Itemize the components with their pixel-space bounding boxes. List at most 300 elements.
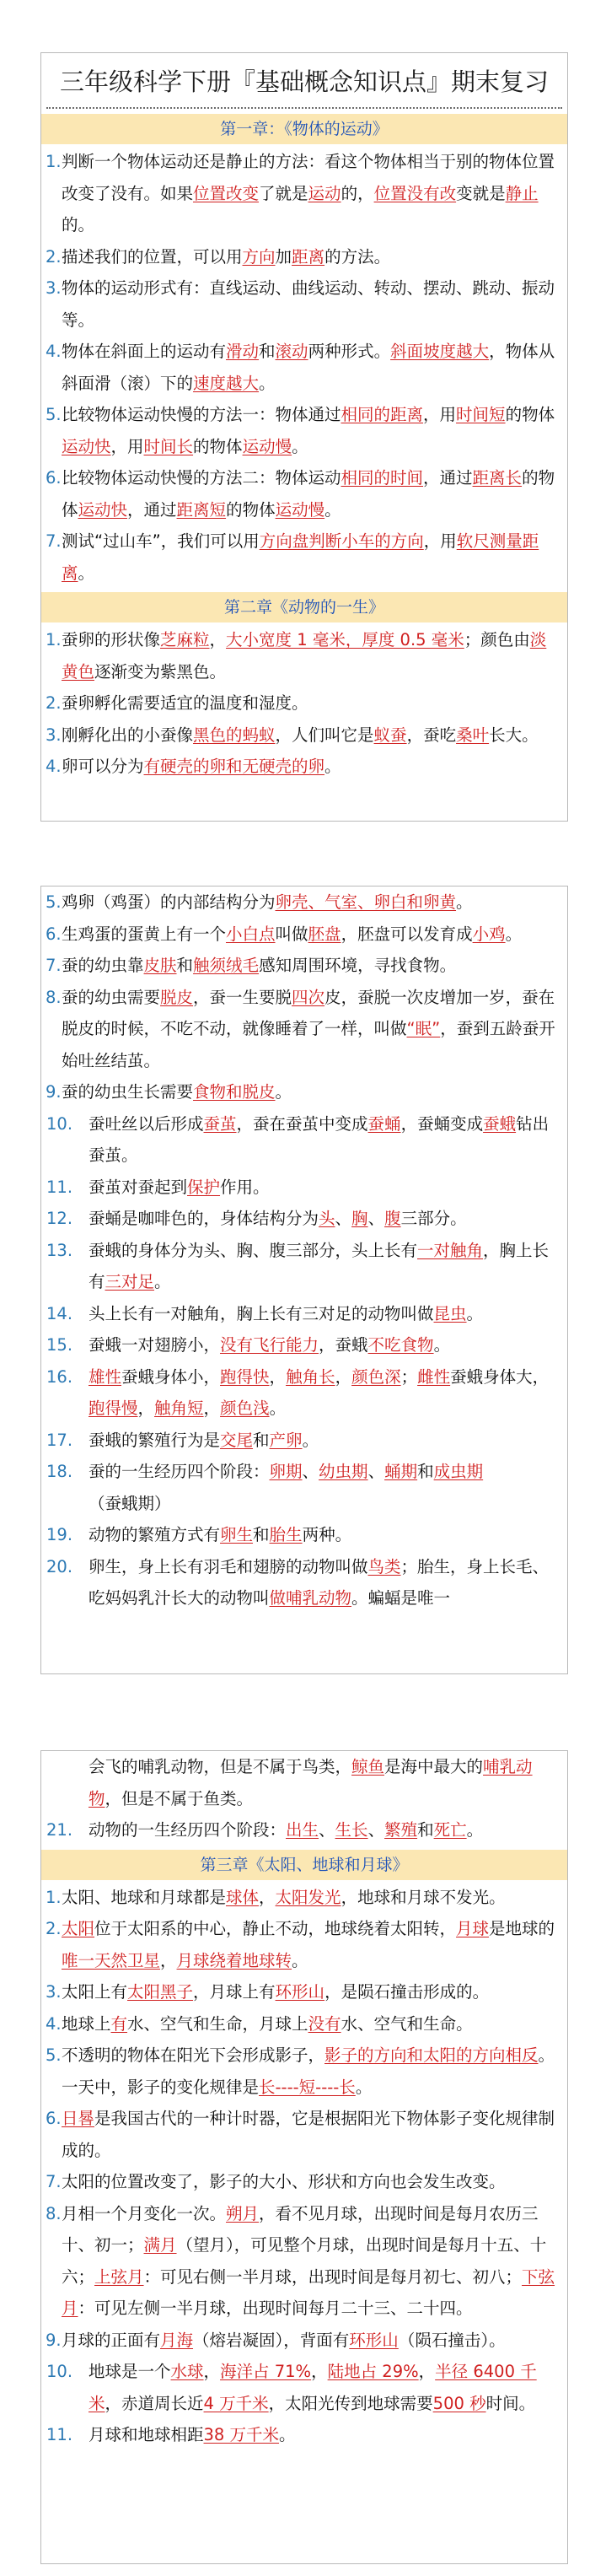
key-term: 4 万千米 — [203, 2393, 269, 2413]
knowledge-item — [41, 462, 567, 525]
item-text: 太阳、地球和月球都是 — [62, 1887, 227, 1907]
item-text: 叫做 — [275, 924, 308, 944]
key-term: 幼虫期 — [319, 1462, 368, 1481]
item-text: 蚕的幼虫靠 — [62, 956, 144, 975]
item-text: ， — [203, 2362, 221, 2381]
item-text: 水、空气和生命，月球上 — [127, 2013, 308, 2034]
key-term: 运动慢 — [275, 499, 325, 520]
key-term: 芝麻粒 — [160, 630, 210, 649]
panel-page-3 — [40, 1750, 568, 2564]
item-text: ：可见右侧一半月球，出现时间是每月初七、初八； — [143, 2266, 523, 2287]
key-term: 食物和脱皮 — [193, 1082, 276, 1102]
item-number: 3. — [46, 725, 62, 745]
item-number: 7. — [46, 531, 62, 551]
item-text: 蚕的幼虫生长需要 — [62, 1082, 194, 1102]
key-term: 黑色的蚂蚁 — [193, 725, 276, 745]
knowledge-item — [41, 1298, 567, 1330]
item-number: 12. — [46, 1209, 73, 1228]
item-text: 钻出蚕茧。 — [88, 1113, 550, 1165]
item-number: 1. — [46, 630, 62, 649]
key-term: 滑动 — [226, 342, 260, 361]
item-text: 的， — [341, 183, 374, 203]
item-text: 蚕的一生经历四个阶段： — [88, 1462, 270, 1481]
panel-page-2 — [40, 886, 568, 1674]
item-text: ，是陨石撞击形成的。 — [324, 1982, 490, 2002]
key-term: 长----短----长 — [259, 2077, 356, 2097]
knowledge-item — [41, 1425, 567, 1457]
knowledge-item — [41, 2166, 567, 2198]
key-term: 500 秒 — [432, 2393, 486, 2413]
key-term: 位置没有改 — [373, 183, 457, 203]
item-text: 时间。 — [485, 2393, 536, 2413]
item-text: ，胸上长有 — [88, 1240, 550, 1291]
key-term: 水球 — [170, 2362, 204, 2381]
chapter-heading: 第一章：《物体的运动》 — [41, 114, 567, 144]
key-term: 时间长 — [143, 436, 194, 456]
item-text: 的。 — [62, 215, 95, 234]
item-text: 蚕的幼虫需要 — [62, 987, 161, 1007]
item-text: 不透明的物体在阳光下会形成影子， — [62, 2045, 325, 2065]
item-text: 水、空气和生命。 — [341, 2013, 473, 2034]
knowledge-item — [41, 950, 567, 982]
item-text: 太阳上有 — [62, 1982, 128, 2002]
knowledge-item — [41, 887, 567, 919]
key-term: 大小宽度 1 毫米，厚度 0.5 毫米 — [226, 630, 464, 649]
item-text: 。 — [466, 1303, 484, 1323]
key-term: 胚盘 — [308, 924, 341, 944]
item-number: 7. — [46, 956, 62, 975]
key-term: 速度越大 — [193, 373, 260, 393]
key-term: 四次 — [292, 987, 325, 1007]
item-text: ； — [400, 1366, 418, 1387]
key-term: 距离长 — [472, 468, 523, 488]
key-term: 半径 6400 千米 — [88, 2362, 537, 2413]
knowledge-item — [41, 982, 567, 1077]
knowledge-item — [41, 1551, 567, 1614]
key-term: 位置改变 — [193, 183, 260, 203]
item-text: 判断一个物体运动还是静止的方法：看这个物体相当于别的物体位置改变了没有。如果 — [62, 152, 555, 203]
item-text: 了就是 — [259, 183, 308, 203]
item-text: 。 — [505, 924, 523, 944]
item-text: 的物体 — [193, 436, 243, 456]
key-term: 陆地占 29% — [327, 2362, 419, 2381]
page-title: 三年级科学下册『基础概念知识点』期末复习 — [46, 53, 562, 109]
item-text: ，蚕到五龄蚕开始吐丝结茧。 — [62, 1019, 555, 1070]
key-term: 软尺测量距离 — [62, 531, 539, 583]
item-text: 。 — [154, 1272, 171, 1291]
key-term: 成虫期 — [433, 1462, 484, 1481]
item-number: 11. — [46, 1177, 73, 1197]
item-number: 17. — [46, 1430, 73, 1450]
item-text: 。 — [269, 1398, 287, 1418]
key-term: 有硬壳的卵和无硬壳的卵 — [143, 757, 325, 776]
item-text: 皮，蚕脱一次皮增加一岁，蚕在脱皮的时候，不吃不动，就像睡着了一样，叫做 — [62, 987, 555, 1038]
key-term: 雄性 — [88, 1366, 122, 1387]
key-term: 头 — [319, 1209, 335, 1228]
item-text: 和 — [253, 1525, 270, 1544]
key-term: 蚕蛾 — [483, 1113, 517, 1134]
item-text: ， — [259, 1887, 276, 1907]
item-text: 和 — [417, 1820, 434, 1840]
panel-3-content — [41, 1751, 567, 2451]
item-number: 10. — [46, 2362, 73, 2381]
item-text: 卵生，身上长有羽毛和翅膀的动物叫做 — [88, 1556, 368, 1576]
key-term: 桑叶 — [456, 725, 490, 745]
item-text: ， — [335, 1366, 352, 1387]
item-text: 、 — [302, 1462, 319, 1481]
item-text: ， — [269, 1366, 287, 1387]
item-text: ；胎生，身上长毛、吃妈妈乳汁长大的动物叫 — [88, 1556, 550, 1608]
item-text: 地球上 — [62, 2013, 111, 2034]
item-text: 。 — [324, 499, 341, 520]
item-number: 1. — [46, 1887, 62, 1907]
item-number: 6. — [46, 468, 62, 488]
item-text: 蚕卵孵化需要适宜的温度和湿度。 — [62, 693, 308, 713]
knowledge-item — [41, 399, 567, 462]
knowledge-item — [41, 919, 567, 951]
item-text: ， — [311, 2362, 328, 2381]
knowledge-item — [41, 1329, 567, 1361]
key-term: 满月 — [143, 2235, 177, 2255]
knowledge-item — [41, 1519, 567, 1551]
key-term: 触角长 — [286, 1366, 335, 1387]
item-text: 。 — [466, 1820, 484, 1840]
key-term: 下弦月 — [62, 2266, 555, 2318]
item-text: 变就是 — [456, 183, 506, 203]
item-text: 。 — [292, 1950, 308, 1970]
item-text: 加 — [275, 246, 292, 267]
item-number: 15. — [46, 1335, 73, 1355]
knowledge-item — [41, 272, 567, 336]
item-text: ，通过 — [127, 499, 177, 520]
key-term: 太阳 — [62, 1919, 95, 1938]
item-number: 4. — [46, 2013, 62, 2034]
item-text: ，蚕吃 — [406, 725, 457, 745]
key-term: 做哺乳动物 — [269, 1588, 352, 1608]
item-text: ， — [203, 1398, 221, 1418]
knowledge-item — [41, 1913, 567, 1976]
item-text: 比较物体运动快慢的方法二：物体运动 — [62, 468, 341, 488]
panel-page-1 — [40, 52, 568, 822]
key-term: 斜面坡度越大 — [390, 342, 490, 361]
knowledge-item — [41, 1456, 567, 1519]
key-term: 不吃食物 — [367, 1335, 434, 1355]
item-text: ， — [160, 1950, 177, 1970]
knowledge-item — [41, 751, 567, 783]
item-text: 两种形式。 — [308, 342, 391, 361]
key-term: 死亡 — [433, 1820, 467, 1840]
item-number: 9. — [46, 2330, 62, 2350]
key-term: 影子的方向和太阳的方向相反 — [324, 2045, 539, 2065]
item-number: 5. — [46, 405, 62, 424]
key-term: 跑得慢 — [88, 1398, 138, 1418]
item-text: 三部分。 — [400, 1209, 467, 1228]
key-term: 运动慢 — [242, 436, 292, 456]
chapter-heading: 第三章《太阳、地球和月球》 — [41, 1850, 567, 1880]
knowledge-item — [41, 1172, 567, 1204]
item-text: 蚕蛾的身体分为头、胸、腹三部分，头上长有 — [88, 1240, 418, 1260]
key-term: 滚动 — [275, 342, 308, 361]
item-text: 和 — [176, 956, 194, 975]
key-term: 颜色浅 — [220, 1398, 270, 1418]
key-term: 昆虫 — [433, 1303, 467, 1323]
knowledge-item — [41, 336, 567, 399]
item-text: ，通过 — [423, 468, 473, 488]
item-text: 。 — [456, 892, 473, 912]
item-text: ；颜色由 — [464, 630, 530, 649]
item-text: ，用 — [423, 405, 457, 424]
item-text: 月相一个月变化一次。 — [62, 2203, 227, 2223]
item-text: 月球的正面有 — [62, 2330, 161, 2350]
item-text: 。一天中，影子的变化规律是 — [62, 2045, 555, 2097]
item-text: 。 — [324, 757, 341, 776]
key-term: 鸟类 — [367, 1556, 401, 1576]
knowledge-item — [41, 1882, 567, 1914]
item-text: 、 — [367, 1462, 385, 1481]
item-text: 地球是一个 — [88, 2362, 171, 2381]
key-term: 月球 — [456, 1919, 490, 1938]
item-text: ，蚕蛾 — [319, 1335, 368, 1355]
item-number: 16. — [46, 1366, 73, 1387]
knowledge-item — [41, 2325, 567, 2357]
knowledge-item — [41, 624, 567, 687]
item-text: 是地球的 — [489, 1919, 555, 1938]
knowledge-item — [41, 719, 567, 752]
item-number: 10. — [46, 1113, 73, 1134]
item-number: 18. — [46, 1462, 73, 1481]
knowledge-item — [41, 2198, 567, 2325]
item-text: 。 — [302, 1430, 319, 1450]
item-text: 感知周围环境，寻找食物。 — [259, 956, 457, 975]
key-term: 静止 — [505, 183, 539, 203]
item-text: 蚕蛾一对翅膀小， — [88, 1335, 221, 1355]
item-number: 5. — [46, 2045, 62, 2065]
item-text: 蚕卵的形状像 — [62, 630, 161, 649]
key-term: 一对触角 — [417, 1240, 484, 1260]
item-text: ，人们叫它是 — [275, 725, 374, 745]
key-term: 出生 — [286, 1820, 319, 1840]
key-term: 蛹期 — [384, 1462, 418, 1481]
item-number: 2. — [46, 1919, 62, 1938]
key-term: 卵壳、气室、卵白和卵黄 — [275, 892, 457, 912]
item-text: ，用 — [423, 531, 457, 551]
item-text: 月球和地球相距 — [88, 2425, 204, 2444]
item-number: 19. — [46, 1525, 73, 1544]
item-text: 测试“过山车”，我们可以用 — [62, 531, 260, 551]
key-term: 海洋占 71% — [220, 2362, 312, 2381]
key-term: 环形山 — [349, 2330, 399, 2350]
item-text: ，用 — [110, 436, 144, 456]
item-text: 和 — [417, 1462, 434, 1481]
item-text: 动物的繁殖方式有 — [88, 1525, 221, 1544]
item-text: 卵可以分为 — [62, 757, 144, 776]
item-text: ，看不见月球，出现时间是每月农历三十、初一； — [62, 2203, 539, 2255]
key-term: 胸 — [351, 1209, 368, 1228]
knowledge-item — [41, 1361, 567, 1425]
item-text: （望月），可见整个月球，出现时间是每月十五、十六； — [62, 2235, 547, 2287]
knowledge-item — [41, 687, 567, 719]
item-text: 。 — [78, 563, 95, 583]
item-text: 刚孵化出的小蚕像 — [62, 725, 194, 745]
item-text: ， — [418, 2362, 436, 2381]
item-text: 长大。 — [489, 725, 539, 745]
item-text: （蚕蛾期） — [88, 1493, 171, 1513]
key-term: 月球绕着地球转 — [176, 1950, 292, 1970]
item-text: 。 — [355, 2077, 373, 2097]
item-text: 蚕茧对蚕起到 — [88, 1177, 188, 1197]
item-text: 。 — [292, 436, 308, 456]
knowledge-item — [41, 1235, 567, 1298]
key-term: 相同的距离 — [341, 405, 424, 424]
item-text: 的物体 — [505, 405, 555, 424]
key-term: 方向盘判断小车的方向 — [259, 531, 424, 551]
knowledge-item — [41, 525, 567, 589]
key-term: 产卵 — [269, 1430, 303, 1450]
key-term: 保护 — [187, 1177, 221, 1197]
key-term: 球体 — [226, 1887, 260, 1907]
key-term: 运动 — [308, 183, 341, 203]
key-term: 日晷 — [62, 2109, 95, 2128]
item-text: 。 — [279, 2425, 296, 2444]
item-text: 蚕蛾身体小， — [121, 1366, 221, 1387]
item-text: （陨石撞击）。 — [398, 2330, 506, 2350]
item-number: 4. — [46, 342, 62, 361]
item-text: 、 — [319, 1820, 335, 1840]
key-term: 跑得快 — [220, 1366, 270, 1387]
knowledge-item — [41, 2419, 567, 2451]
key-term: 没有飞行能力 — [220, 1335, 319, 1355]
item-text: 位于太阳系的中心，静止不动，地球绕着太阳转， — [94, 1919, 457, 1938]
knowledge-item — [41, 1203, 567, 1235]
item-text: 蚕蛾的繁殖行为是 — [88, 1430, 221, 1450]
key-term: 胎生 — [269, 1525, 303, 1544]
key-term: 方向 — [242, 246, 276, 267]
panel-2-content — [41, 887, 567, 1614]
item-text: 、 — [367, 1209, 385, 1228]
key-term: 朔月 — [226, 2203, 260, 2223]
item-text: 物体的运动形式有：直线运动、曲线运动、转动、摆动、跳动、振动等。 — [62, 278, 555, 330]
key-term: “眠” — [406, 1019, 441, 1038]
knowledge-item — [41, 2040, 567, 2103]
key-term: 交尾 — [220, 1430, 254, 1450]
item-number: 6. — [46, 924, 62, 944]
key-term: 小鸡 — [472, 924, 506, 944]
key-term: 卵期 — [269, 1462, 303, 1481]
knowledge-item — [41, 2103, 567, 2166]
item-text: ，太阳光传到地球需要 — [268, 2393, 433, 2413]
key-term: 淡黄色 — [62, 630, 547, 682]
item-text: 蚕吐丝以后形成 — [88, 1113, 204, 1134]
item-text: 物体在斜面上的运动有 — [62, 342, 227, 361]
key-term: 雌性 — [417, 1366, 451, 1387]
key-term: 蚕茧 — [203, 1113, 237, 1134]
knowledge-item — [41, 1076, 567, 1108]
item-text: 描述我们的位置，可以用 — [62, 246, 243, 267]
item-text: ， — [137, 1398, 155, 1418]
key-term: 运动快 — [78, 499, 128, 520]
item-text: ，月球上有 — [193, 1982, 276, 2002]
key-term: 三对足 — [105, 1272, 155, 1291]
key-term: 环形山 — [275, 1982, 325, 2002]
key-term: 颜色深 — [351, 1366, 401, 1387]
item-text: （熔岩凝固），背面有 — [193, 2330, 350, 2350]
key-term: 生长 — [335, 1820, 368, 1840]
item-text: 逐渐变为紫黑色。 — [94, 661, 227, 682]
item-text: 生鸡蛋的蛋黄上有一个 — [62, 924, 227, 944]
item-number: 2. — [46, 246, 62, 267]
key-term: 蚁蚕 — [373, 725, 407, 745]
key-term: 上弦月 — [94, 2266, 144, 2287]
item-number: 1. — [46, 152, 62, 171]
key-term: 38 万千米 — [203, 2425, 280, 2444]
key-term: 脱皮 — [160, 987, 194, 1007]
key-term: 哺乳动物 — [88, 1757, 533, 1808]
item-number: 11. — [46, 2425, 73, 2444]
key-term: 腹 — [384, 1209, 401, 1228]
knowledge-item — [41, 1814, 567, 1846]
item-text: 太阳的位置改变了，影子的大小、形状和方向也会发生改变。 — [62, 2172, 506, 2191]
item-number: 8. — [46, 987, 62, 1007]
item-text: ，赤道周长近 — [105, 2393, 204, 2413]
item-number: 6. — [46, 2109, 62, 2128]
item-text: ，蚕在蚕茧中变成 — [236, 1113, 368, 1134]
panel-1-content — [41, 114, 567, 783]
item-text: 作用。 — [220, 1177, 270, 1197]
knowledge-item — [41, 146, 567, 241]
item-text: 、 — [367, 1820, 385, 1840]
knowledge-item — [41, 1751, 567, 1814]
item-text: 比较物体运动快慢的方法一：物体通过 — [62, 405, 341, 424]
item-text: 的物体 — [226, 499, 276, 520]
key-term: 运动快 — [62, 436, 111, 456]
item-text: 的方法。 — [324, 246, 391, 267]
key-term: 触须绒毛 — [193, 956, 260, 975]
item-text: 会飞的哺乳动物，但是不属于鸟类， — [88, 1757, 352, 1776]
key-term: 皮肤 — [143, 956, 177, 975]
item-number: 7. — [46, 2172, 62, 2191]
item-text: 。 — [433, 1335, 451, 1355]
item-text: ， — [209, 630, 227, 649]
key-term: 蚕蛹 — [367, 1113, 401, 1134]
key-term: 时间短 — [456, 405, 506, 424]
item-text: 的物体 — [62, 468, 555, 520]
item-text: 是我国古代的一种计时器，它是根据阳光下物体影子变化规律制成的。 — [62, 2109, 555, 2160]
item-text: ，胚盘可以发育成 — [341, 924, 473, 944]
knowledge-item — [41, 1976, 567, 2008]
key-term: 繁殖 — [384, 1820, 418, 1840]
item-number: 13. — [46, 1240, 73, 1260]
item-text: ：可见左侧一半月球，出现时间每月二十三、二十四。 — [78, 2298, 473, 2318]
item-number: 9. — [46, 1082, 62, 1102]
item-number: 20. — [46, 1556, 73, 1576]
key-term: 小白点 — [226, 924, 276, 944]
key-term: 距离短 — [176, 499, 227, 520]
item-text: 动物的一生经历四个阶段： — [88, 1820, 287, 1840]
item-text: 和 — [253, 1430, 270, 1450]
key-term: 触角短 — [154, 1398, 204, 1418]
item-number: 3. — [46, 278, 62, 298]
key-term: 相同的时间 — [341, 468, 424, 488]
chapter-heading: 第二章《动物的一生》 — [41, 592, 567, 622]
item-text: 两种。 — [302, 1525, 352, 1544]
item-text: ，地球和月球不发光。 — [341, 1887, 506, 1907]
item-number: 21. — [46, 1820, 73, 1840]
item-text: 、 — [335, 1209, 352, 1228]
item-text: 蚕蛾身体大， — [450, 1366, 550, 1387]
item-text: 和 — [259, 342, 276, 361]
item-text: 鸡卵（鸡蛋）的内部结构分为 — [62, 892, 276, 912]
item-text: ，但是不属于鱼类。 — [105, 1788, 254, 1808]
